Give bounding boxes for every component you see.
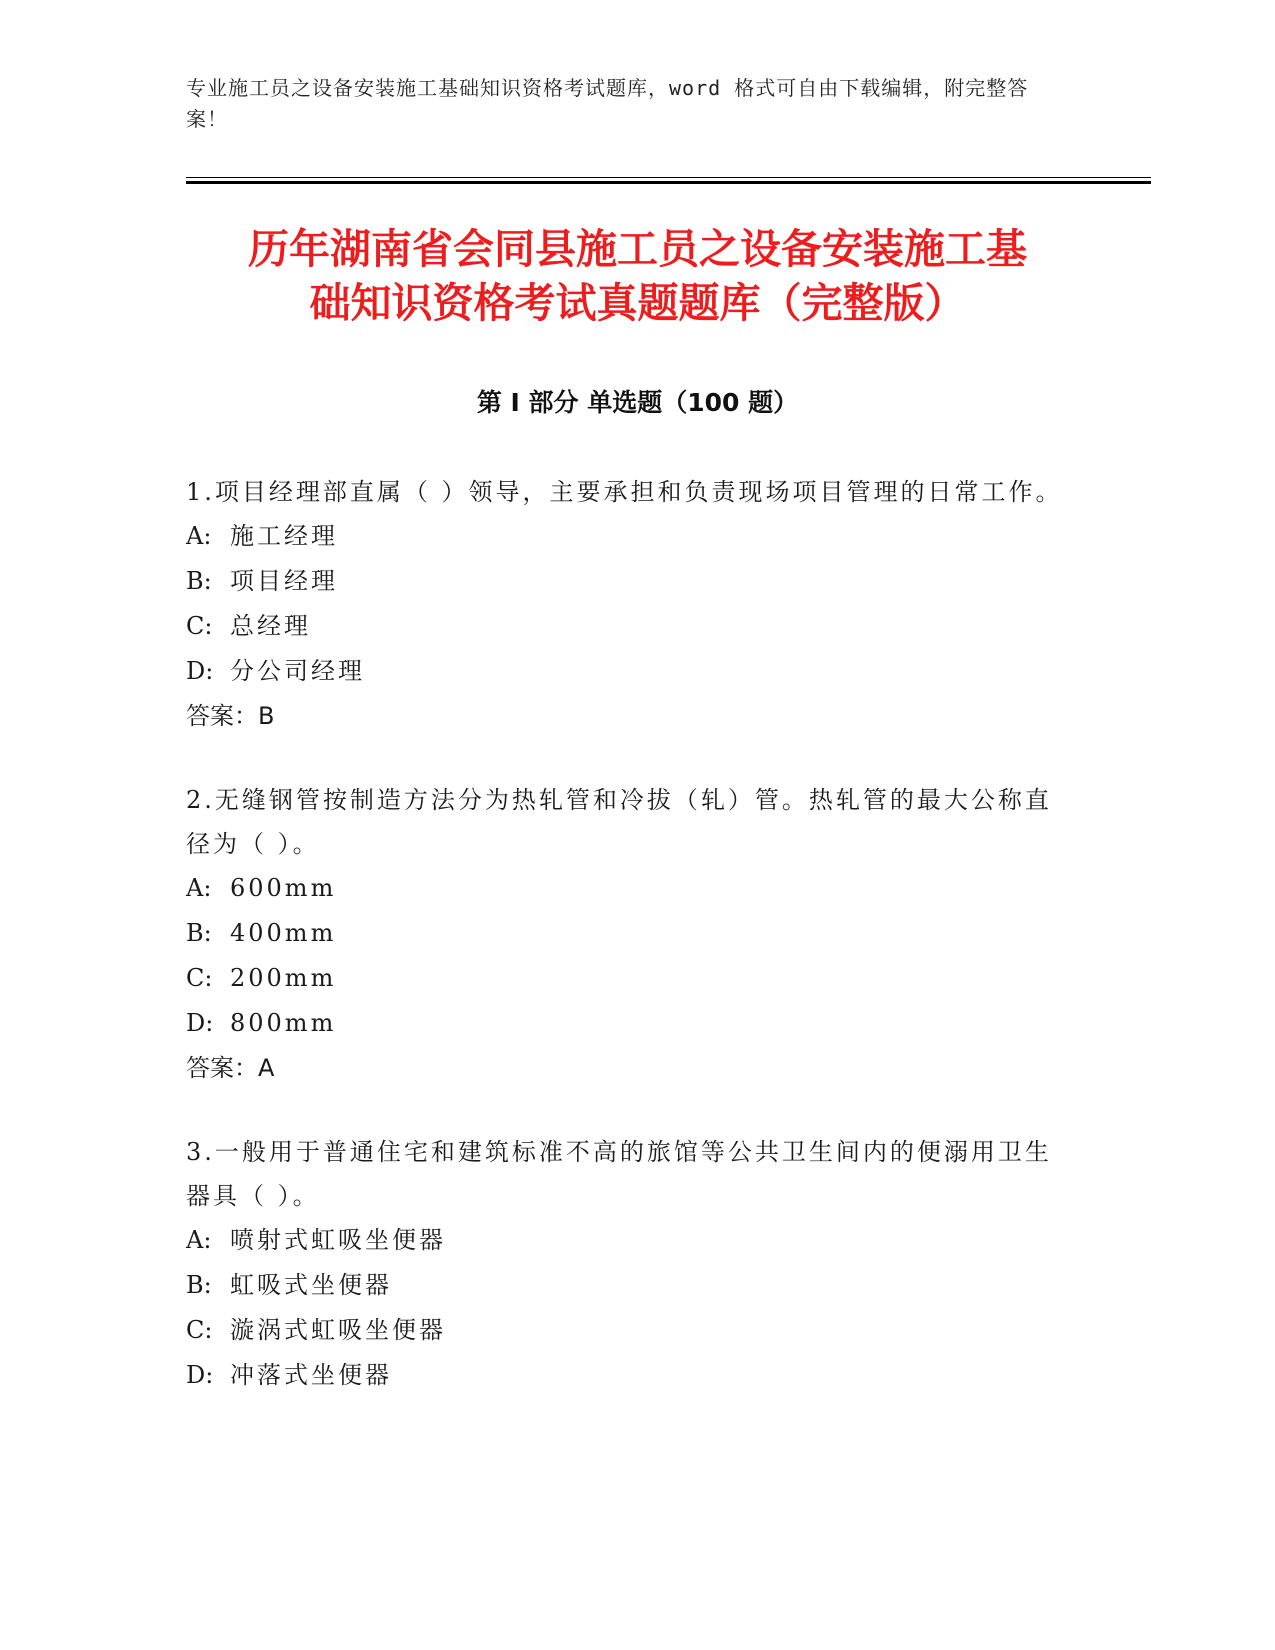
option-key: B:: [186, 919, 212, 947]
option-text: 冲落式坐便器: [230, 1361, 392, 1389]
option-key: C:: [186, 1316, 213, 1344]
option-key: B:: [186, 1271, 212, 1299]
option-key: C:: [186, 964, 213, 992]
option-text: 800mm: [230, 1009, 337, 1037]
option-d: [186, 1001, 1076, 1046]
option-c: [186, 956, 1076, 1001]
option-text: 项目经理: [230, 567, 338, 595]
header-note: 专业施工员之设备安装施工基础知识资格考试题库，word 格式可自由下载编辑，附完整答案！: [186, 76, 1029, 131]
option-a: [186, 866, 1076, 911]
option-b: [186, 911, 1076, 956]
option-text: 分公司经理: [230, 657, 365, 685]
option-list: [186, 514, 1076, 694]
option-b: [186, 1263, 1076, 1308]
header-divider-thin: [186, 177, 1151, 178]
option-text: 虹吸式坐便器: [230, 1271, 392, 1299]
question-2: [186, 778, 1076, 1091]
question-3: [186, 1130, 1076, 1398]
option-d: [186, 649, 1076, 694]
option-c: [186, 1308, 1076, 1353]
option-text: 200mm: [230, 964, 337, 992]
answer: 答案：B: [186, 702, 275, 730]
option-key: C:: [186, 612, 213, 640]
option-list: [186, 866, 1076, 1046]
option-key: D:: [186, 657, 214, 685]
option-key: B:: [186, 567, 212, 595]
document-title-line-2: 础知识资格考试真题题库（完整版）: [309, 279, 966, 327]
option-list: [186, 1218, 1076, 1398]
document-title: [160, 222, 1115, 330]
option-key: A:: [186, 522, 212, 550]
question-stem: 3.一般用于普通住宅和建筑标准不高的旅馆等公共卫生间内的便溺用卫生器具（ ）。: [186, 1138, 1052, 1210]
header-divider-thick: [186, 181, 1151, 184]
option-text: 喷射式虹吸坐便器: [230, 1226, 446, 1254]
option-d: [186, 1353, 1076, 1398]
option-key: D:: [186, 1361, 214, 1389]
option-c: [186, 604, 1076, 649]
option-a: [186, 1218, 1076, 1263]
option-b: [186, 559, 1076, 604]
option-text: 总经理: [230, 612, 311, 640]
option-text: 漩涡式虹吸坐便器: [230, 1316, 446, 1344]
option-a: [186, 514, 1076, 559]
option-key: A:: [186, 874, 212, 902]
option-key: D:: [186, 1009, 214, 1037]
option-text: 施工经理: [230, 522, 338, 550]
option-text: 600mm: [230, 874, 337, 902]
option-text: 400mm: [230, 919, 337, 947]
question-stem: 1.项目经理部直属（ ）领导，主要承担和负责现场项目管理的日常工作。: [186, 478, 1063, 506]
question-1: [186, 470, 1076, 739]
document-title-line-1: 历年湖南省会同县施工员之设备安装施工基: [248, 225, 1027, 273]
section-title: 第 I 部分 单选题（100 题）: [476, 388, 799, 417]
question-list: [186, 470, 1076, 1437]
answer: 答案：A: [186, 1054, 275, 1082]
question-stem: 2.无缝钢管按制造方法分为热轧管和冷拔（轧）管。热轧管的最大公称直径为（ ）。: [186, 786, 1052, 858]
option-key: A:: [186, 1226, 212, 1254]
